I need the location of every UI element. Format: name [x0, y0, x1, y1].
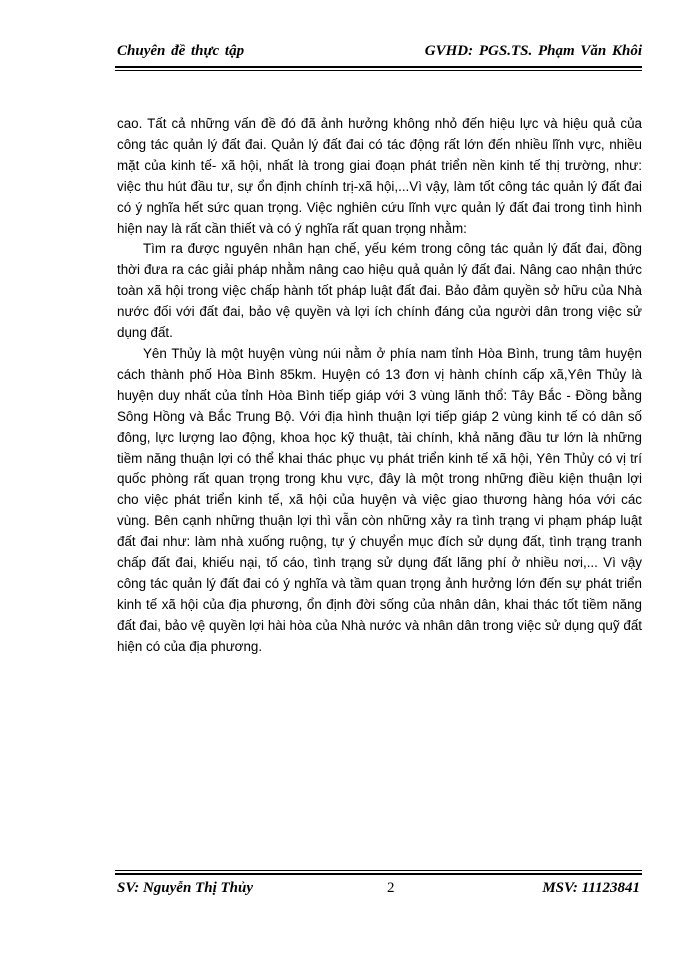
header-divider-thin	[115, 70, 642, 71]
footer-student-name: SV: Nguyễn Thị Thủy	[117, 880, 253, 896]
page-footer	[117, 880, 640, 902]
page-number: 2	[387, 880, 395, 896]
footer-student-id: MSV: 11123841	[542, 880, 640, 896]
paragraph-continuation: cao. Tất cả những vấn đề đó đã ảnh hưởng không nhỏ đến hiệu lực và hiệu quả của công tác quản lý đất đai. Quản lý đất đai có tác động rất lớn đến nhiều lĩnh vực, nhiều mặt của kinh tế- xã hội, nhất là trong giai đoạn phát triển nền kinh tế thị trường, như: việc thu hút đầu tư, sự ổn định chính trị-xã hội,...Vì vậy, làm tốt công tác quản lý đất đai có ý nghĩa hết sức quan trọng. Việc nghiên cứu lĩnh vực quản lý đất đai trong tình hình hiện nay là rất cần thiết và có ý nghĩa rất quan trọng nhằm:	[117, 116, 642, 236]
footer-divider-thin	[115, 870, 642, 871]
footer-divider-thick	[115, 873, 642, 875]
page-header	[117, 38, 642, 64]
paragraph-yen-thuy: Yên Thủy là một huyện vùng núi nằm ở phía nam tỉnh Hòa Bình, trung tâm huyện cách thành phố Hòa Bình 85km. Huyện có 13 đơn vị hành chính cấp xã,Yên Thủy là huyện duy nhất của tỉnh Hòa Bình tiếp giáp với 3 vùng lãnh thổ: Tây Bắc - Đồng bằng Sông Hồng và Bắc Trung Bộ. Với địa hình thuận lợi tiếp giáp 2 vùng kinh tế có dân số đông, lực lượng lao động, khoa học kỹ thuật, tài chính, khả năng đầu tư lớn là những tiềm năng thuận lợi có thể khai thác phục vụ phát triển kinh tế xã hội, Yên Thủy có vị trí quốc phòng rất quan trọng trong khu vực, đây là một trong những điều kiện thuận lợi cho việc phát triển kinh tế, xã hội của huyện và việc giao thương hàng hóa với các vùng. Bên cạnh những thuận lợi thì vẫn còn những xảy ra tình trạng vi phạm pháp luật đất đai như: làm nhà xuống ruộng, tự ý chuyển mục đích sử dụng đất, tình trạng tranh chấp đất đai, khiếu nại, tố cáo, tình trạng sử dụng đất lãng phí ở nhiều nơi,... Vì vậy công tác quản lý đất đai có ý nghĩa và tầm quan trọng ảnh hưởng lớn đến sự phát triển kinh tế xã hội của địa phương, ổn định đời sống của nhân dân, khai thác tốt tiềm năng đất đai, bảo vệ quyền lợi hài hòa của Nhà nước và nhân dân trong việc sử dụng quỹ đất hiện có của địa phương.	[117, 345, 642, 654]
header-supervisor: GVHD: PGS.TS. Phạm Văn Khôi	[424, 42, 642, 59]
header-report-title: Chuyên đề thực tập	[117, 42, 245, 59]
header-divider-thick	[115, 66, 642, 68]
paragraph-objectives: Tìm ra được nguyên nhân hạn chế, yếu kém trong công tác quản lý đất đai, đồng thời đưa ra các giải pháp nhằm nâng cao hiệu quả quản lý đất đai. Nâng cao nhận thức toàn xã hội trong việc chấp hành tốt pháp luật đất đai. Bảo đảm quyền sở hữu của Nhà nước đối với đất đai, bảo vệ quyền và lợi ích chính đáng của người dân trong việc sử dụng đất.	[117, 241, 642, 341]
document-body	[117, 114, 642, 658]
